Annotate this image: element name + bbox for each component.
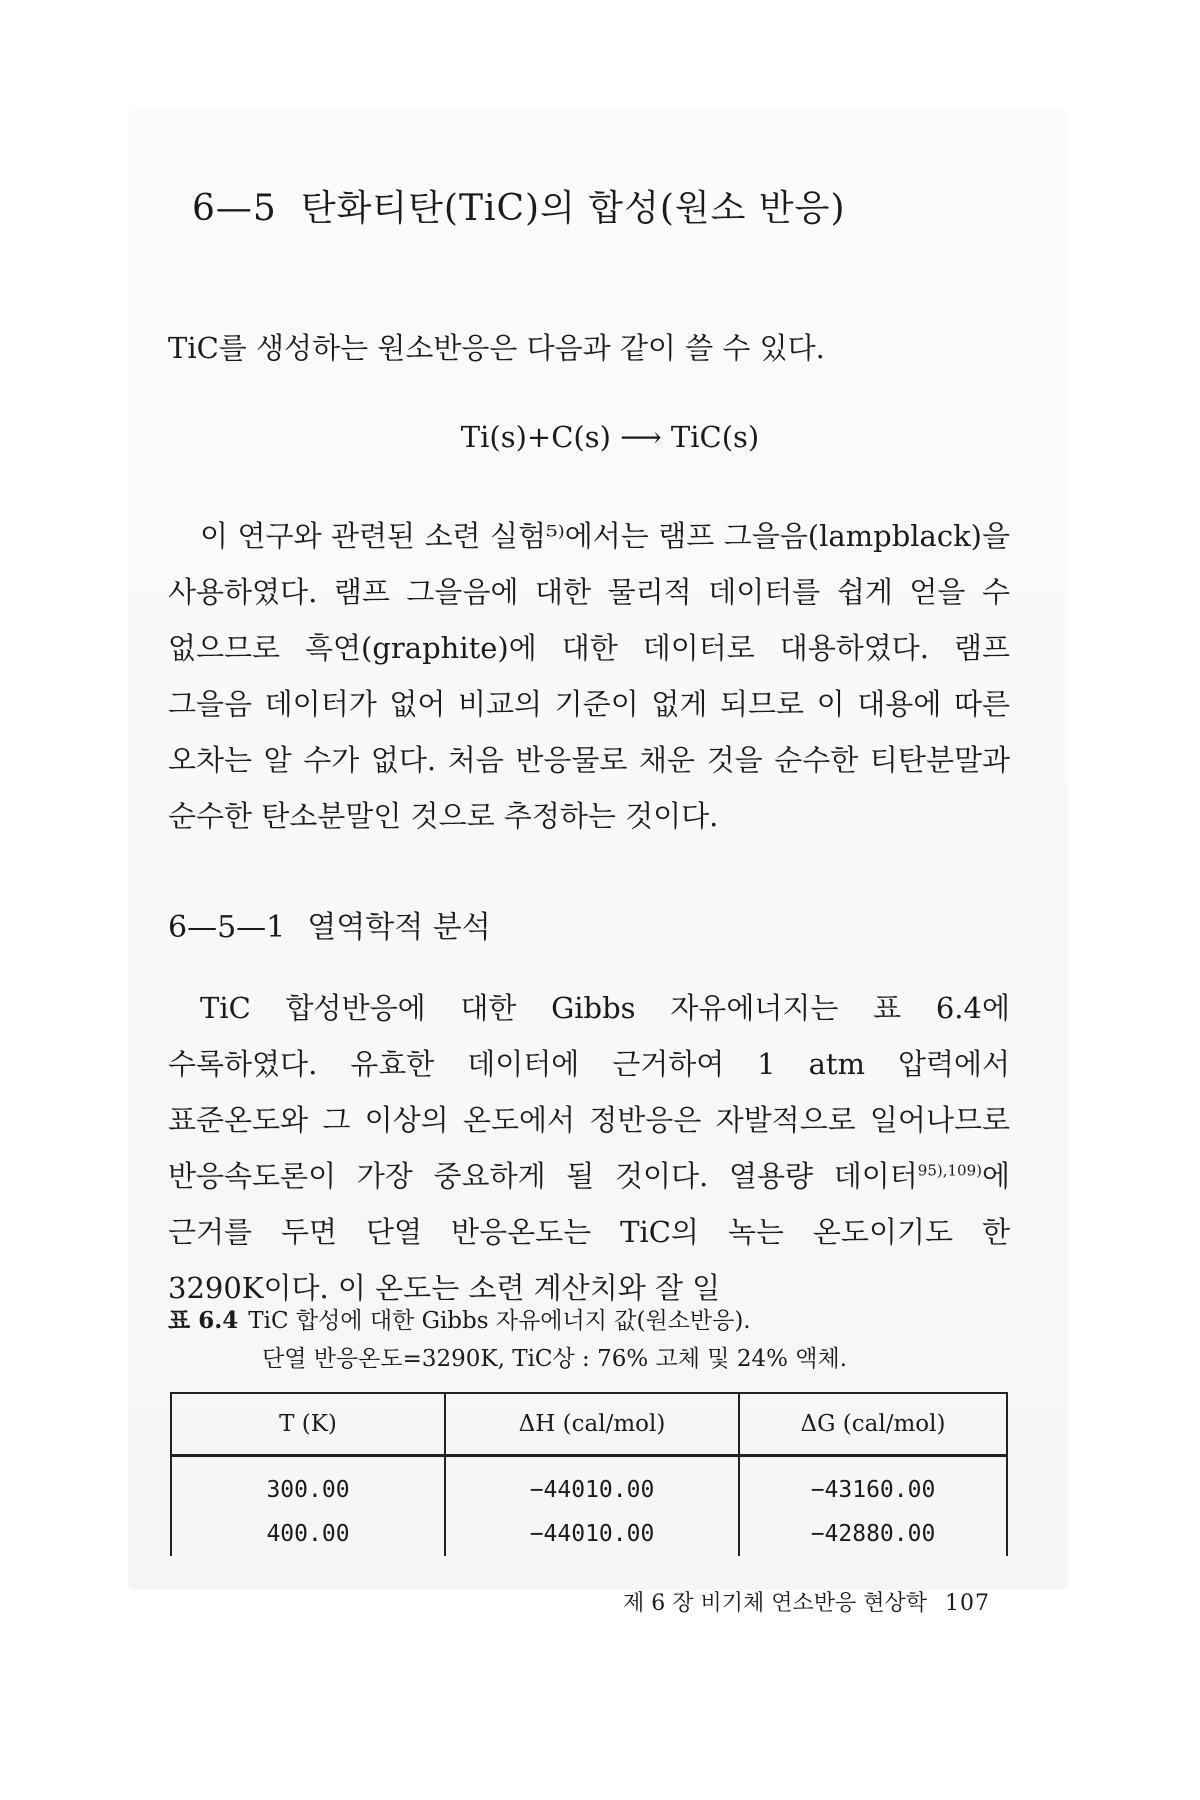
experiment-paragraph: 이 연구와 관련된 소련 실험⁵⁾에서는 램프 그을음(lampblack)을 사용하였다. 램프 그을음에 대한 물리적 데이터를 쉽게 얻을 수 없으므로 흑연(graphite)에 대한 데이터로 대용하였다. 램프 그을음 데이터가 없어 비교의 기준이 없게 되므로 이 대용에 따른 오차는 알 수가 없다. 처음 반응물로 채운 것을 순수한 티탄분말과 순수한 탄소분말인 것으로 추정하는 것이다. [168,519,1010,833]
table-row [171,1512,1007,1556]
header-enthalpy: ΔH (cal/mol) [445,1393,739,1456]
reference-superscript: 95),109) [917,1161,982,1180]
thermo-text-part2: 에 근거를 두면 단열 반응온도는 TiC의 녹는 온도이기도 한 3290K이다. 이 온도는 소련 계산치와 잘 일 [168,1159,1010,1305]
subsection-number: 6—5—1 [168,910,286,945]
cell-temperature: 400.00 [171,1512,445,1556]
cell-enthalpy: −44010.00 [445,1512,739,1556]
cell-gibbs: −42880.00 [739,1512,1007,1556]
subsection-title: 열역학적 분석 [307,910,491,945]
cell-temperature: 300.00 [171,1456,445,1513]
reaction-equation: Ti(s)+C(s) ⟶ TiC(s) [460,420,760,454]
caption-line-2: 단열 반응온도=3290K, TiC상 : 76% 고체 및 24% 액체. [262,1346,847,1372]
caption-line-1: TiC 합성에 대한 Gibbs 자유에너지 값(원소반응). [248,1308,751,1334]
page-footer [590,1586,990,1617]
cell-enthalpy: −44010.00 [445,1456,739,1513]
cell-gibbs: −43160.00 [739,1456,1007,1513]
subsection-heading [168,902,491,946]
table-row [171,1456,1007,1513]
section-number: 6—5 [192,188,277,229]
thermo-paragraph [168,980,1010,1316]
table-label: 표 6.4 [168,1307,239,1334]
header-gibbs: ΔG (cal/mol) [739,1393,1007,1456]
thermo-text-part1: TiC 합성반응에 대한 Gibbs 자유에너지는 표 6.4에 수록하였다. 유효한 데이터에 근거하여 1 atm 압력에서 표준온도와 그 이상의 온도에서 정반응은 자발적으로 일어나므로 반응속도론이 가장 중요하게 될 것이다. 열용량 데이터 [168,991,1010,1193]
table-header-row [171,1393,1007,1456]
section-title: 탄화티탄(TiC)의 합성(원소 반응) [300,188,846,229]
intro-paragraph: TiC를 생성하는 원소반응은 다음과 같이 쓸 수 있다. [168,331,825,365]
gibbs-table [170,1392,1008,1556]
chapter-title: 제 6 장 비기체 연소반응 현상학 [623,1591,927,1616]
header-temperature: T (K) [171,1393,445,1456]
gibbs-table-wrapper [170,1392,1008,1556]
section-heading [192,180,846,231]
page-number: 107 [945,1591,990,1616]
table-caption [168,1302,847,1378]
